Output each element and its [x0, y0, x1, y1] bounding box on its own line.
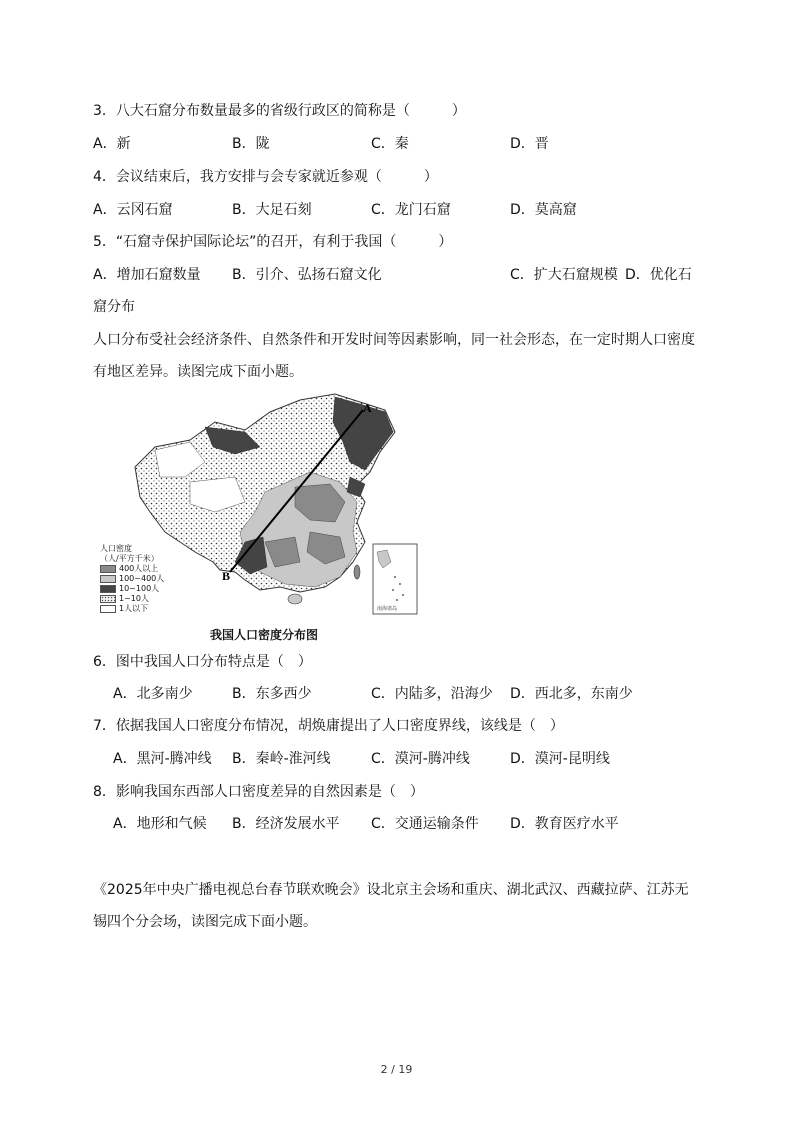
question-4-option-d[interactable]: D．莫高窟 [510, 202, 577, 218]
question-5-option-a[interactable]: A．增加石窟数量 [93, 267, 201, 283]
question-6-option-b[interactable]: B．东多西少 [232, 686, 312, 702]
legend-title-2: （人/平方千米） [100, 554, 159, 563]
question-5-option-d-continuation: 窟分布 [93, 299, 135, 315]
legend-swatch [100, 575, 116, 583]
question-5-stem: 5．“石窟寺保护国际论坛”的召开，有利于我国（ ） [93, 234, 453, 250]
question-3-stem: 3．八大石窟分布数量最多的省级行政区的简称是（ ） [93, 103, 466, 119]
question-3-option-a[interactable]: A．新 [93, 136, 131, 152]
map-caption: 我国人口密度分布图 [210, 628, 319, 642]
question-5-option-b[interactable]: B．引介、弘扬石窟文化 [232, 267, 382, 283]
legend-swatch [100, 595, 116, 603]
question-6-stem: 6．图中我国人口分布特点是（ ） [93, 654, 312, 670]
intro-paragraph-line-2: 有地区差异。读图完成下面小题。 [93, 364, 303, 380]
legend-item [100, 564, 164, 574]
question-4-option-a[interactable]: A．云冈石窟 [93, 202, 173, 218]
question-4-option-b[interactable]: B．大足石刻 [232, 202, 312, 218]
legend-label: 1人以下 [119, 604, 149, 613]
question-3-option-c[interactable]: C．秦 [371, 136, 409, 152]
question-3-option-d[interactable]: D．晋 [510, 136, 549, 152]
question-6-option-c[interactable]: C．内陆多，沿海少 [371, 686, 493, 702]
legend-item [100, 604, 164, 614]
taiwan-island [354, 565, 360, 579]
question-5-option-c[interactable]: C．扩大石窟规模 [510, 267, 618, 283]
question-8-option-d[interactable]: D．教育医疗水平 [510, 816, 619, 832]
question-6-option-a[interactable]: A．北多南少 [113, 686, 193, 702]
legend-item [100, 594, 164, 604]
legend-swatch [100, 585, 116, 593]
question-7-option-a[interactable]: A．黑河-腾冲线 [113, 751, 212, 767]
legend-swatch [100, 605, 116, 613]
question-6-option-d[interactable]: D．西北多，东南少 [510, 686, 633, 702]
question-7-stem: 7．依据我国人口密度分布情况，胡焕庸提出了人口密度界线，该线是（ ） [93, 718, 564, 734]
question-3-option-b[interactable]: B．陇 [232, 136, 270, 152]
intro-paragraph-line-1: 人口分布受社会经济条件、自然条件和开发时间等因素影响，同一社会形态，在一定时期人口密度 [93, 332, 695, 348]
intro2-paragraph-line-1: 《2025年中央广播电视总台春节联欢晚会》设北京主会场和重庆、湖北武汉、西藏拉萨、江苏无 [93, 882, 689, 898]
question-8-stem: 8．影响我国东西部人口密度差异的自然因素是（ ） [93, 784, 424, 800]
inset-label: 南海诸岛 [377, 606, 398, 612]
legend-title-1: 人口密度 [100, 544, 132, 553]
question-4-option-c[interactable]: C．龙门石窟 [371, 202, 451, 218]
legend-label: 400人以上 [119, 564, 159, 573]
point-b-label: B [222, 569, 231, 583]
hainan-island [288, 594, 302, 604]
legend-label: 100~400人 [119, 574, 165, 583]
legend-swatch [100, 565, 116, 573]
question-7-option-d[interactable]: D．漠河-昆明线 [510, 751, 610, 767]
question-8-option-c[interactable]: C．交通运输条件 [371, 816, 479, 832]
legend-label: 1~10人 [119, 594, 149, 603]
question-7-option-c[interactable]: C．漠河-腾冲线 [371, 751, 470, 767]
question-7-option-b[interactable]: B．秦岭-淮河线 [232, 751, 331, 767]
point-a-label: A [363, 401, 372, 415]
question-5-option-d[interactable]: D．优化石 [625, 267, 692, 283]
page-number: 2 / 19 [380, 1063, 413, 1076]
question-8-option-b[interactable]: B．经济发展水平 [232, 816, 340, 832]
question-4-stem: 4．会议结束后，我方安排与会专家就近参观（ ） [93, 169, 438, 185]
legend-item [100, 574, 164, 584]
legend-item [100, 584, 164, 594]
legend-label: 10~100人 [119, 584, 160, 593]
intro2-paragraph-line-2: 锡四个分会场，读图完成下面小题。 [93, 914, 317, 930]
map-legend [100, 544, 164, 614]
question-8-option-a[interactable]: A．地形和气候 [113, 816, 207, 832]
